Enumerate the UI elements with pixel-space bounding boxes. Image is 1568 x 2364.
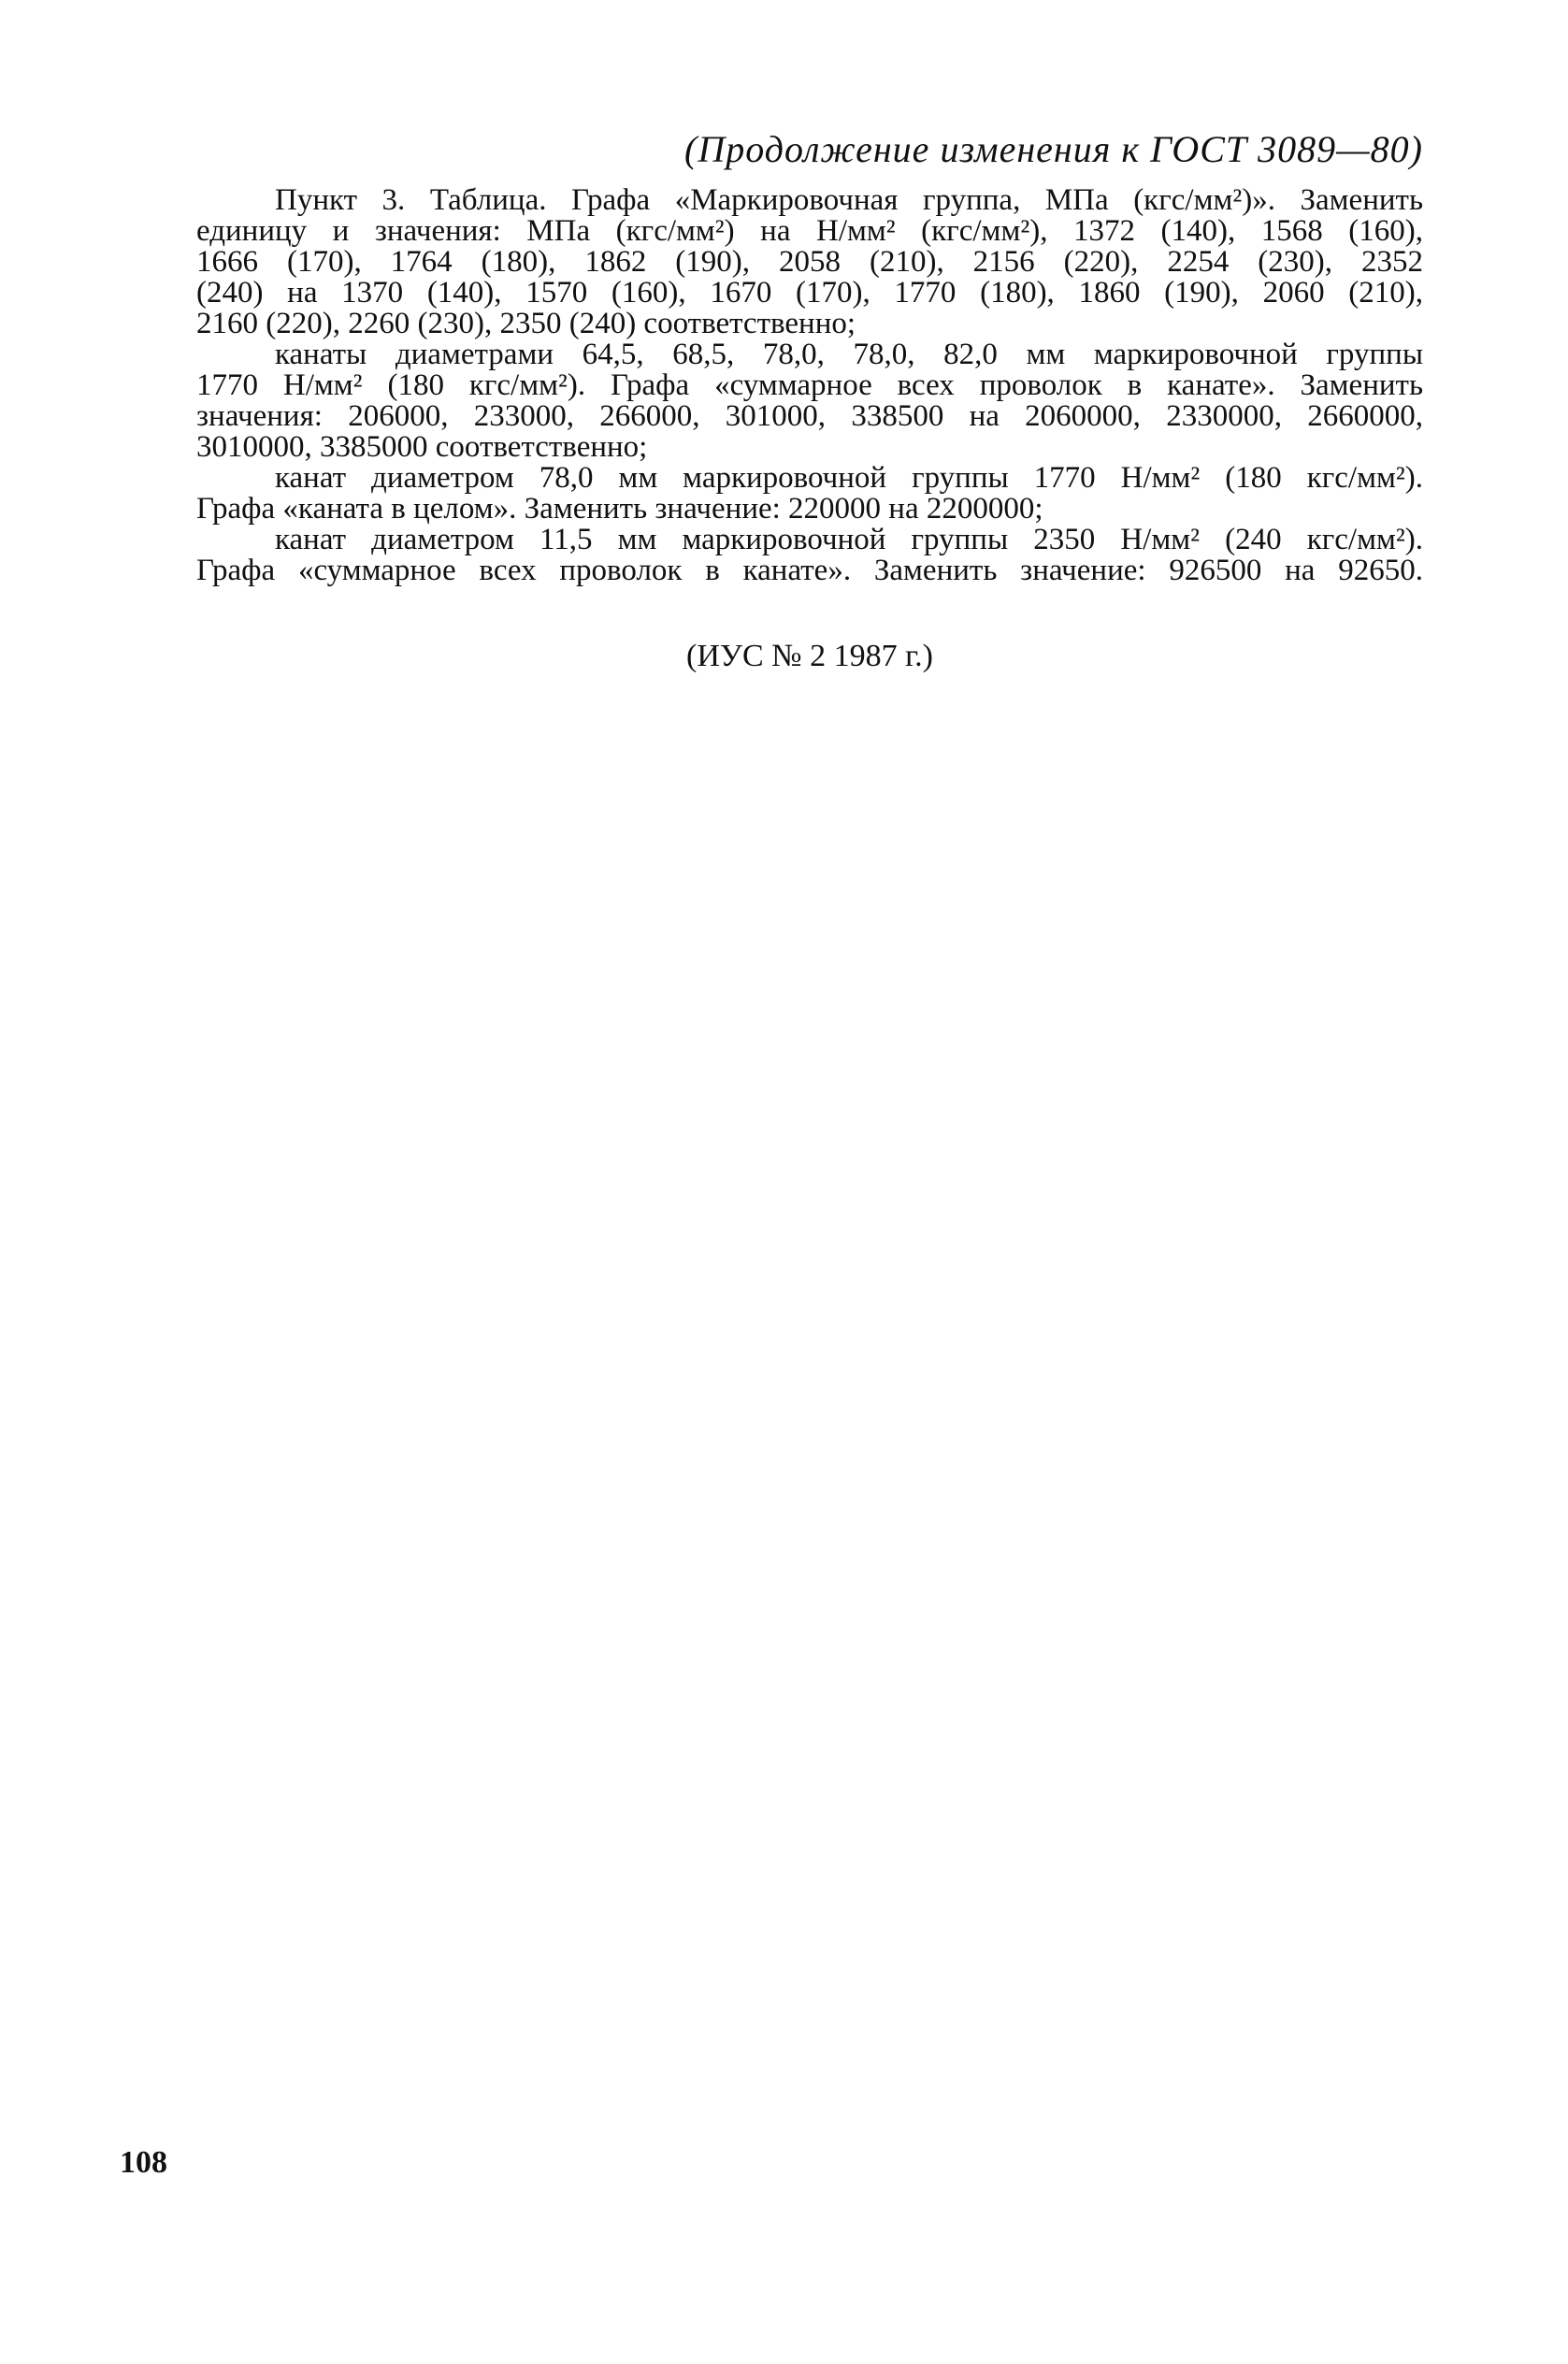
- text-line: 2160 (220), 2260 (230), 2350 (240) соответственно;: [196, 307, 856, 340]
- text-line: 1770 Н/мм² (180 кгс/мм²). Графа «суммарное всех проволок в канате». Заменить: [196, 368, 1423, 402]
- text-line: единицу и значения: МПа (кгс/мм²) на Н/мм² (кгс/мм²), 1372 (140), 1568 (160),: [196, 214, 1423, 248]
- text-line: канат диаметром 11,5 мм маркировочной группы 2350 Н/мм² (240 кгс/мм²).: [275, 523, 1423, 556]
- source-reference: (ИУС № 2 1987 г.): [686, 639, 933, 673]
- text-line: Графа «каната в целом». Заменить значение: 220000 на 2200000;: [196, 492, 1043, 526]
- text-line: (240) на 1370 (140), 1570 (160), 1670 (170), 1770 (180), 1860 (190), 2060 (210),: [196, 276, 1423, 310]
- text-line: Пункт 3. Таблица. Графа «Маркировочная группа, МПа (кгс/мм²)». Заменить: [275, 183, 1423, 217]
- paragraph-item-3: [196, 185, 1423, 339]
- text-line: канаты диаметрами 64,5, 68,5, 78,0, 78,0, 82,0 мм маркировочной группы: [275, 338, 1423, 371]
- text-line: 1666 (170), 1764 (180), 1862 (190), 2058 (210), 2156 (220), 2254 (230), 2352: [196, 245, 1423, 279]
- paragraph-ropes-diameters: [196, 339, 1423, 463]
- page-number: 108: [120, 2145, 167, 2180]
- text-line: канат диаметром 78,0 мм маркировочной группы 1770 Н/мм² (180 кгс/мм²).: [275, 461, 1423, 495]
- paragraph-rope-78: [196, 463, 1423, 525]
- paragraph-rope-11-5: [196, 525, 1423, 586]
- continuation-header: (Продолжение изменения к ГОСТ 3089—80): [684, 128, 1423, 170]
- text-line: 3010000, 3385000 соответственно;: [196, 430, 648, 464]
- text-line: Графа «суммарное всех проволок в канате». Заменить значение: 926500 на 92650.: [196, 554, 1423, 587]
- amendment-body: [196, 185, 1423, 586]
- text-line: значения: 206000, 233000, 266000, 301000, 338500 на 2060000, 2330000, 2660000,: [196, 399, 1423, 433]
